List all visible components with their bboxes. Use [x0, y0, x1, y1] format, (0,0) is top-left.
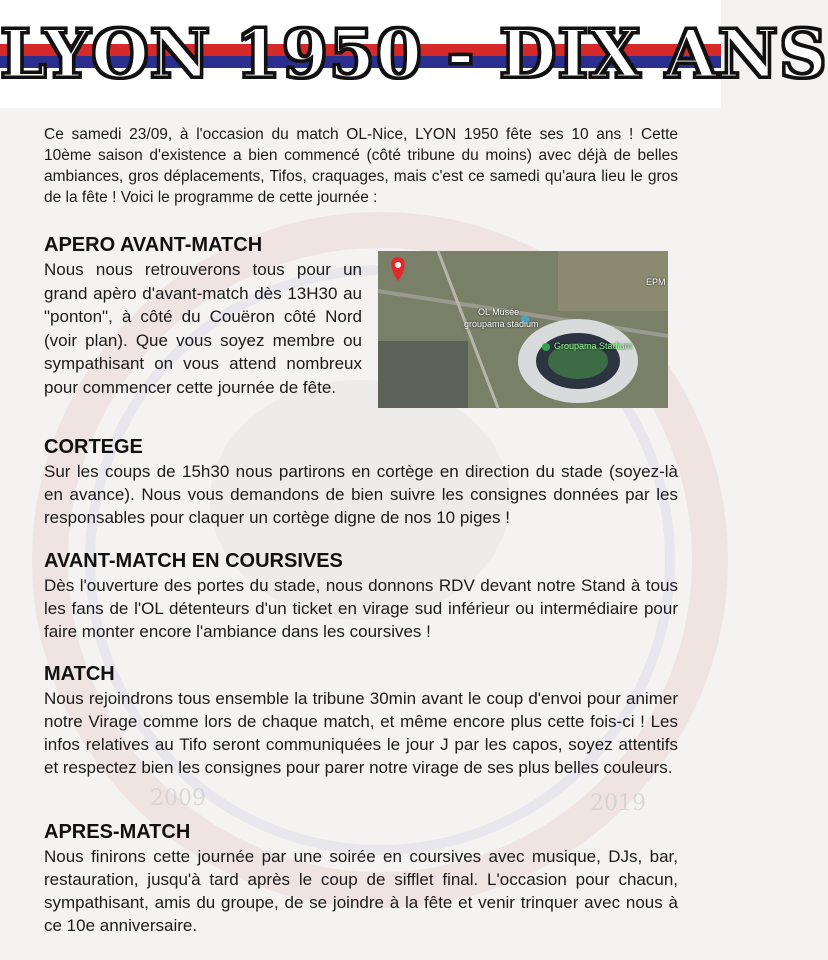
map-label-stadium: Groupama Stadium [554, 341, 633, 351]
intro-block [44, 124, 678, 208]
section-heading-apres: APRES-MATCH [44, 821, 191, 843]
section-match [44, 661, 678, 779]
section-text-apres: Nous finirons cette journée par une soirée en coursives avec musique, DJs, bar, restauration, jusqu'à tard après le coup de sifflet final. L'occasion pour chacun, sympathisant, amis du groupe, de se joindre à la fête et venir trinquer avec nous à ce 10e anniversaire. [44, 847, 678, 935]
section-cortege [44, 434, 678, 529]
section-heading-match: MATCH [44, 663, 115, 685]
map-label-stadium-small: groupama stadium [464, 319, 539, 329]
section-text-match: Nous rejoindrons tous ensemble la tribune 30min avant le coup d'envoi pour animer notre Virage comme lors de chaque match, et même encore plus cette fois-ci ! Les infos relatives au Tifo seront communiquées le jour J par les capos, soyez attentifs et respectez bien les consignes pour parer notre virage de ses plus belles couleurs. [44, 689, 678, 777]
banner-title: LYON 1950 - DIX ANS [0, 15, 828, 93]
map-image [378, 251, 668, 408]
section-text-coursives: Dès l'ouverture des portes du stade, nous donnons RDV devant notre Stand à tous les fans de l'OL détenteurs d'un ticket en virage sud inférieur ou intermédiaire pour faire monter encore l'ambiance dans les coursives ! [44, 576, 678, 641]
section-text-apero: Nous nous retrouverons tous pour un grand apèro d'avant-match dès 13H30 au "ponton", à côté du Couëron côté Nord (voir plan). Que vous soyez membre ou sympathisant on vous attend nombreux pour commencer cette journée de fête. [44, 260, 362, 397]
intro-text: Ce samedi 23/09, à l'occasion du match OL-Nice, LYON 1950 fête ses 10 ans ! Cette 10ème saison d'existence a bien commencé (côté tribune du moins) avec déjà de belles ambiances, gros déplacements, Tifos, craquages, mais c'est ce samedi qu'aura lieu le gros de la fête ! Voici le programme de cette journée : [44, 126, 678, 206]
section-heading-apero: APERO AVANT-MATCH [44, 234, 263, 256]
map-label-epm: EPM [646, 277, 666, 287]
section-heading-coursives: AVANT-MATCH EN COURSIVES [44, 550, 343, 572]
stadium-map[interactable] [378, 251, 668, 408]
crest-year-left: 2009 [150, 786, 206, 811]
section-heading-cortege: CORTEGE [44, 436, 143, 458]
section-apres [44, 819, 678, 937]
map-label-musee: OL Musée [478, 307, 520, 317]
section-coursives [44, 548, 678, 643]
header-banner [0, 0, 828, 108]
section-text-cortege: Sur les coups de 15h30 nous partirons en cortège en direction du stade (soyez-là en avance). Nous vous demandons de bien suivre les consignes données par les responsables pour claquer un cortège digne de nos 10 piges ! [44, 462, 678, 527]
section-apero [44, 232, 362, 399]
crest-year-right: 2019 [590, 791, 646, 816]
